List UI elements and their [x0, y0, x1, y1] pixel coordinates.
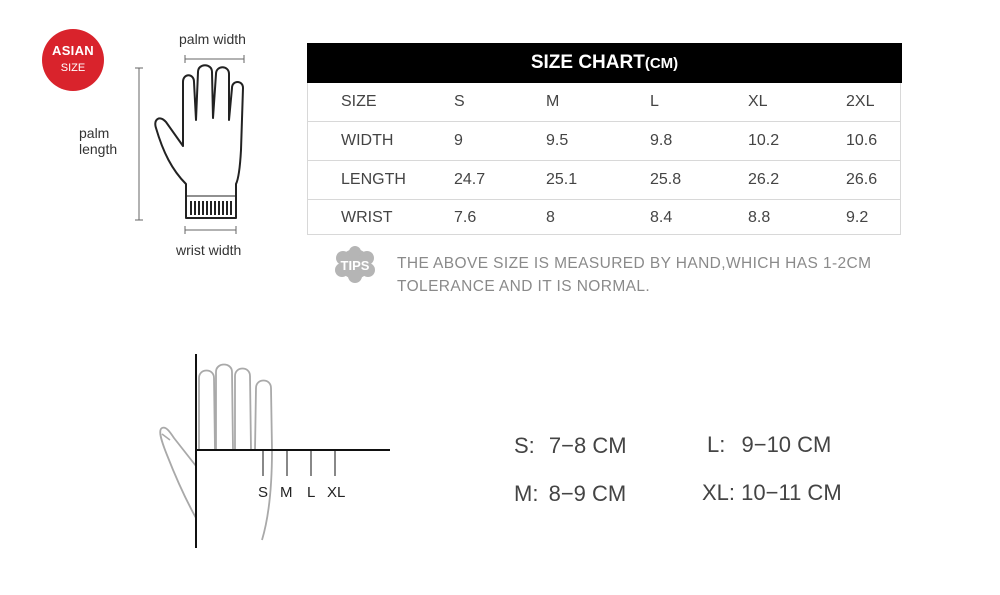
asian-size-badge [42, 29, 104, 91]
size-chart-unit: (CM) [644, 55, 679, 72]
table-cell: 25.1 [546, 171, 578, 188]
tips-line-1: THE ABOVE SIZE IS MEASURED BY HAND,WHICH HAS 1-2CM [397, 255, 872, 272]
table-cell: WRIST [341, 209, 393, 226]
hand-measure-diagram-icon [150, 350, 395, 550]
measure-s-value: 7−8 CM [548, 433, 627, 458]
table-cell: WIDTH [341, 132, 394, 149]
table-cell: 8 [546, 209, 555, 226]
table-cell: LENGTH [341, 171, 406, 188]
table-header-cell: M [546, 93, 560, 110]
table-header-cell: S [454, 93, 465, 110]
table-cell: 9.5 [546, 132, 569, 149]
palm-width-label: palm width [179, 31, 246, 47]
tips-line-2: TOLERANCE AND IT IS NORMAL. [397, 278, 651, 295]
table-row [308, 199, 900, 237]
badge-line-1: ASIAN [52, 43, 94, 58]
table-cell: 26.2 [748, 171, 780, 188]
measure-l-value: 9−10 CM [741, 432, 832, 457]
table-cell: 25.8 [650, 171, 682, 188]
palm-length-line-1: palm [79, 125, 110, 141]
table-cell: 9 [454, 132, 463, 149]
table-row [308, 122, 900, 161]
table-cell: 9.2 [846, 209, 869, 226]
table-cell: 24.7 [454, 171, 486, 188]
table-cell: 9.8 [650, 132, 673, 149]
wrist-width-label: wrist width [176, 242, 242, 258]
size-chart-title-text: SIZE CHART [530, 52, 645, 73]
table-cell: 26.6 [846, 171, 878, 188]
table-cell: 10.6 [846, 132, 878, 149]
table-header-cell: SIZE [341, 93, 377, 110]
table-header-cell: 2XL [846, 93, 875, 110]
measure-xl-value: 10−11 CM [741, 480, 842, 505]
measure-m-value: 8−9 CM [548, 481, 627, 506]
tips-text [397, 252, 871, 298]
tips-badge [334, 246, 376, 284]
table-header-cell: L [650, 93, 659, 110]
scale-label-xl: XL [327, 484, 346, 501]
measure-m [514, 481, 626, 507]
table-header-cell: XL [748, 93, 768, 110]
scale-label-s: S [258, 484, 269, 501]
table-cell: 10.2 [748, 132, 780, 149]
palm-length-line-2: length [79, 141, 118, 157]
tips-label: TIPS [340, 258, 370, 273]
table-row [308, 161, 900, 200]
measure-m-key: M: [514, 481, 539, 506]
table-cell: 7.6 [454, 209, 477, 226]
measure-xl-key: XL: [702, 480, 736, 505]
measure-l [707, 432, 831, 458]
scale-label-l: L [307, 484, 316, 501]
palm-length-label [79, 125, 117, 157]
measure-s [514, 433, 627, 459]
measure-xl [702, 480, 842, 506]
table-cell: 8.8 [748, 209, 771, 226]
table-cell: 8.4 [650, 209, 673, 226]
table-header-row [308, 83, 900, 122]
size-chart-table [307, 43, 901, 235]
size-chart-title [307, 43, 902, 83]
measure-l-key: L: [707, 432, 726, 457]
scale-label-m: M [280, 484, 293, 501]
measure-s-key: S: [514, 433, 535, 458]
glove-diagram-icon [130, 50, 260, 240]
badge-line-2: SIZE [60, 62, 86, 74]
